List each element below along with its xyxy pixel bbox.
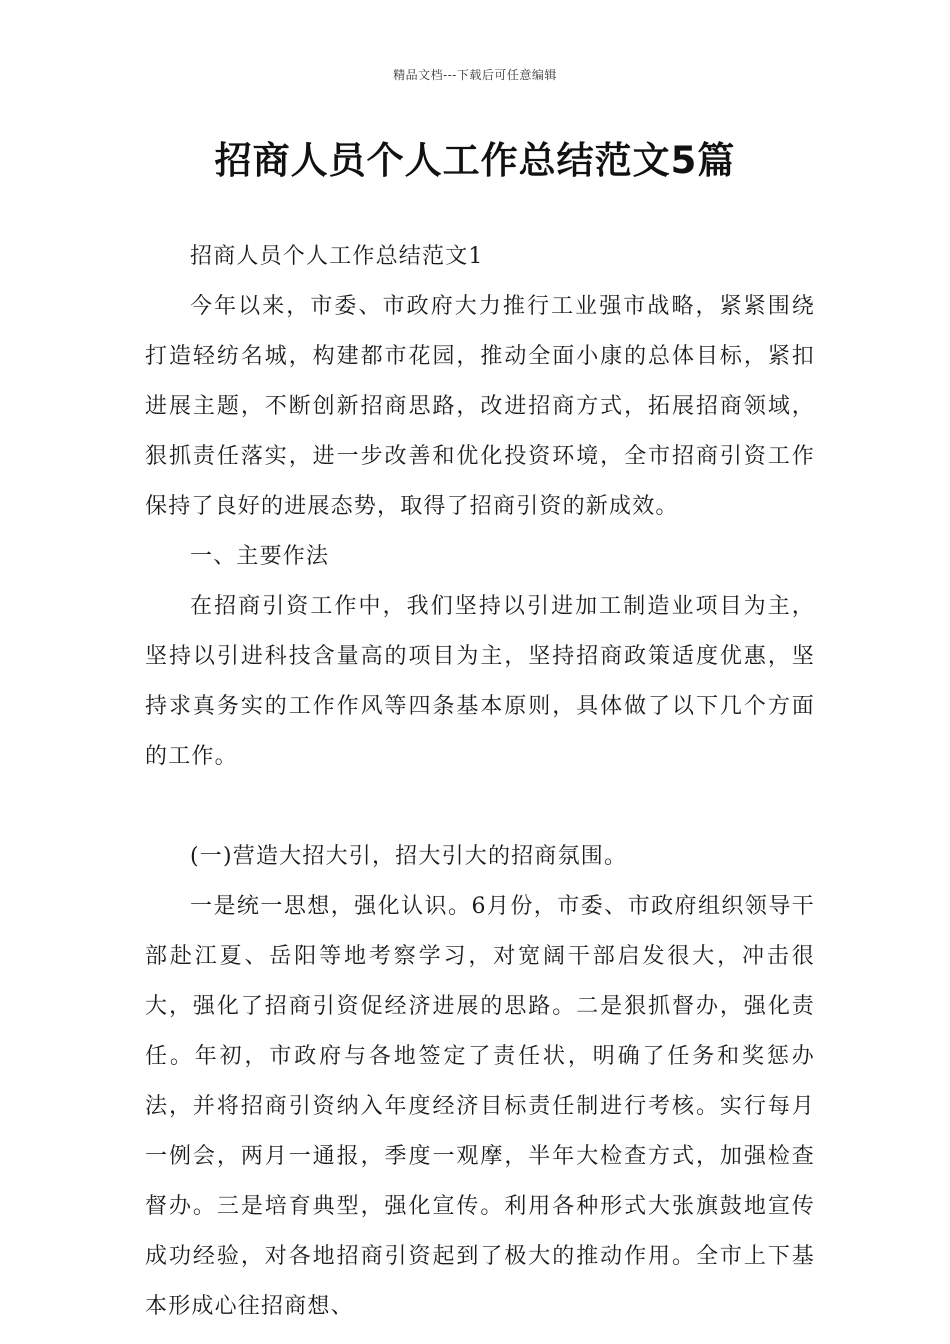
paragraph-principles: 在招商引资工作中，我们坚持以引进加工制造业项目为主，坚持以引进科技含量高的项目为主，坚持招商政策适度优惠，坚持求真务实的工作作风等四条基本原则，具体做了以下几个方面的工作。 xyxy=(145,594,815,769)
header-note: 精品文档---下载后可任意编辑 xyxy=(393,68,557,82)
paragraph-intro: 今年以来，市委、市政府大力推行工业强市战略，紧紧围绕打造轻纺名城，构建都市花园，推动全面小康的总体目标，紧扣进展主题，不断创新招商思路，改进招商方式，拓展招商领域，狠抓责任落实，进一步改善和优化投资环境，全市招商引资工作保持了良好的进展态势，取得了招商引资的新成效。 xyxy=(145,294,815,519)
document-body xyxy=(145,232,815,1332)
subsection-heading: (一)营造大招大引，招大引大的招商氛围。 xyxy=(190,844,628,869)
section-heading: 招商人员个人工作总结范文1 xyxy=(190,244,484,269)
paragraph-details: 一是统一思想，强化认识。6月份，市委、市政府组织领导干部赴江夏、岳阳等地考察学习，对宽阔干部启发很大，冲击很大，强化了招商引资促经济进展的思路。二是狠抓督办，强化责任。年初，市政府与各地签定了责任状，明确了任务和奖惩办法，并将招商引资纳入年度经济目标责任制进行考核。实行每月一例会，两月一通报，季度一观摩，半年大检查方式，加强检查督办。三是培育典型，强化宣传。利用各种形式大张旗鼓地宣传成功经验，对各地招商引资起到了极大的推动作用。全市上下基本形成心往招商想、 xyxy=(145,894,815,1319)
document-title: 招商人员个人工作总结范文5篇 xyxy=(214,139,736,182)
section-heading-main-methods: 一、主要作法 xyxy=(190,544,330,569)
